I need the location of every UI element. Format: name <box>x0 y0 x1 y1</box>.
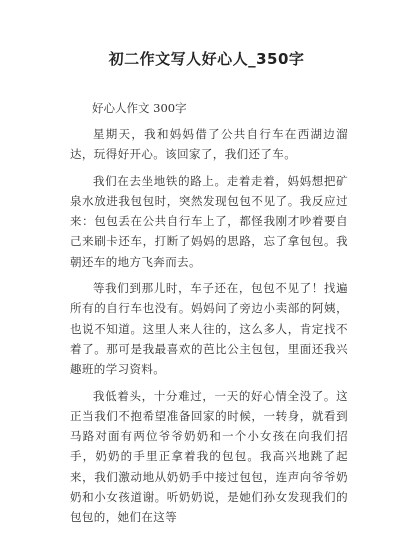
paragraph-1: 星期天，我和妈妈借了公共自行车在西湖边溜达，玩得好开心。该回家了，我们还了车。 <box>70 127 348 162</box>
paragraph-3: 等我们到那儿时，车子还在，包包不见了！找遍所有的自行车也没有。妈妈问了旁边小卖部的阿姨，也说不知道。这里人来人往的，这么多人，肯定找不着了。那可是我最喜欢的芭比公主包包，里面还我兴趣班的学习资料。 <box>70 281 348 377</box>
paragraph-4: 我低着头，十分难过，一天的好心情全没了。这正当我们不抱希望准备回家的时候，一转身，就看到马路对面有两位爷爷奶奶和一个小女孩在向我们招手，奶奶的手里正拿着我的包包。我高兴地跳了起来，我们激动地从奶奶手中接过包包，连声向爷爷奶奶和小女孩道谢。听奶奶说，是她们孙女发现我们的包包的，她们在这等 <box>70 388 348 525</box>
document-subtitle: 好心人作文 300字 <box>92 101 187 115</box>
document-title: 初二作文写人好心人_350字 <box>108 50 305 68</box>
document-body <box>70 124 348 534</box>
paragraph-2: 我们在去坐地铁的路上。走着走着，妈妈想把矿泉水放进我包包时，突然发现包包不见了。我反应过来：包包丢在公共自行车上了，都怪我刚才吵着要自己来刷卡还车，打断了妈妈的思路，忘了拿包包。我朝还车的地方飞奔而去。 <box>70 173 348 269</box>
